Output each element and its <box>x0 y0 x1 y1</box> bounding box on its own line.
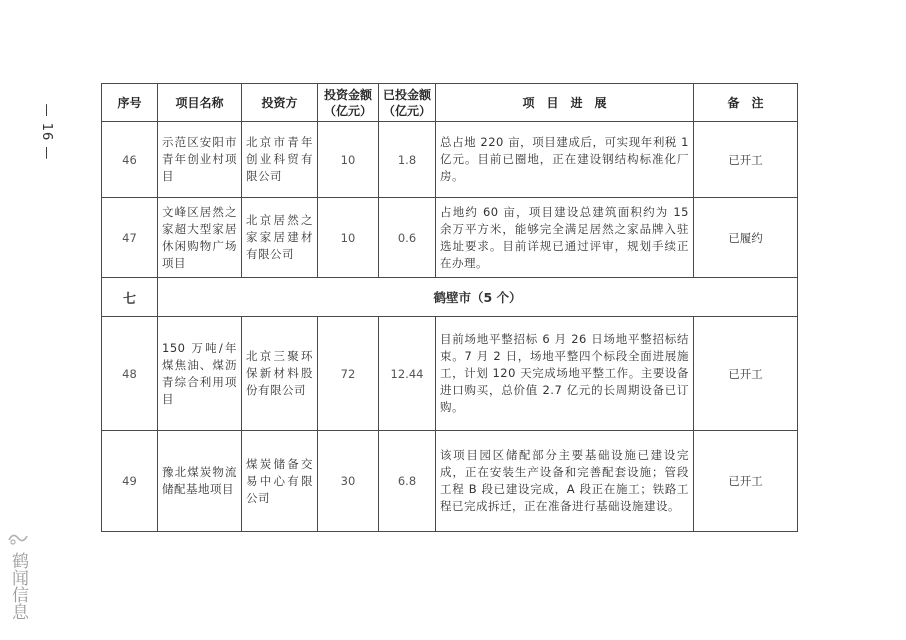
cell-investor: 北京三聚环保新材料股份有限公司 <box>242 317 318 431</box>
watermark <box>4 530 32 630</box>
cell-progress: 总占地 220 亩，项目建成后，可实现年利税 1 亿元。目前已圈地，正在建设钢结构标准化厂房。 <box>436 122 694 198</box>
cell-progress: 目前场地平整招标 6 月 26 日场地平整招标结束。7 月 2 日，场地平整四个标段全面进展施工，计划 120 天完成场地平整工作。主要设备进口购买，总价值 2.7 亿元的长周期设备已订购。 <box>436 317 694 431</box>
investment-projects-table <box>101 83 798 532</box>
header-investor: 投资方 <box>242 84 318 122</box>
table-row <box>102 431 798 532</box>
section-seq: 七 <box>102 278 158 317</box>
header-invested-amount <box>379 84 436 122</box>
header-row <box>102 84 798 122</box>
cell-invested-amount: 6.8 <box>379 431 436 532</box>
header-investment-amount <box>318 84 379 122</box>
header-progress: 项 目 进 展 <box>436 84 694 122</box>
header-seq: 序号 <box>102 84 158 122</box>
cell-progress: 占地约 60 亩，项目建设总建筑面积约为 15 余万平方米，能够完全满足居然之家品牌入驻选址要求。目前详规已通过评审，规划手续正在办理。 <box>436 198 694 278</box>
cell-investor: 煤炭储备交易中心有限公司 <box>242 431 318 532</box>
watermark-text: 鹤闻信息 <box>8 552 28 620</box>
header-investment-amount-line2: （亿元） <box>323 103 372 118</box>
cell-invested-amount: 1.8 <box>379 122 436 198</box>
cell-seq: 46 <box>102 122 158 198</box>
cell-project-name: 示范区安阳市青年创业村项目 <box>158 122 242 198</box>
table-row <box>102 317 798 431</box>
cell-invested-amount: 0.6 <box>379 198 436 278</box>
cell-investment-amount: 10 <box>318 122 379 198</box>
table-row <box>102 122 798 198</box>
cell-project-name: 豫北煤炭物流储配基地项目 <box>158 431 242 532</box>
cell-invested-amount: 12.44 <box>379 317 436 431</box>
watermark-logo-icon <box>7 530 29 546</box>
cell-investment-amount: 10 <box>318 198 379 278</box>
cell-investor: 北京市青年创业科贸有限公司 <box>242 122 318 198</box>
cell-seq: 49 <box>102 431 158 532</box>
section-row <box>102 278 798 317</box>
header-invested-amount-line2: （亿元） <box>383 103 432 118</box>
table-row <box>102 198 798 278</box>
header-invested-amount-line1: 已投金额 <box>383 87 432 102</box>
cell-progress: 该项目园区储配部分主要基础设施已建设完成，正在安装生产设备和完善配套设施；管段工程 B 段已建设完成，A 段正在施工；铁路工程已完成拆迁，正在准备进行基础设施建设。 <box>436 431 694 532</box>
header-note: 备 注 <box>694 84 798 122</box>
page-number: — 16 — <box>39 103 54 161</box>
cell-project-name: 150 万吨/年煤焦油、煤沥青综合利用项目 <box>158 317 242 431</box>
cell-note: 已开工 <box>694 317 798 431</box>
cell-note: 已开工 <box>694 431 798 532</box>
cell-investment-amount: 30 <box>318 431 379 532</box>
section-title: 鹤壁市（5 个） <box>158 278 798 317</box>
cell-investor: 北京居然之家家居建材有限公司 <box>242 198 318 278</box>
cell-note: 已开工 <box>694 122 798 198</box>
header-investment-amount-line1: 投资金额 <box>323 87 372 102</box>
cell-note: 已履约 <box>694 198 798 278</box>
header-project-name: 项目名称 <box>158 84 242 122</box>
cell-seq: 48 <box>102 317 158 431</box>
cell-project-name: 文峰区居然之家超大型家居休闲购物广场项目 <box>158 198 242 278</box>
cell-seq: 47 <box>102 198 158 278</box>
cell-investment-amount: 72 <box>318 317 379 431</box>
